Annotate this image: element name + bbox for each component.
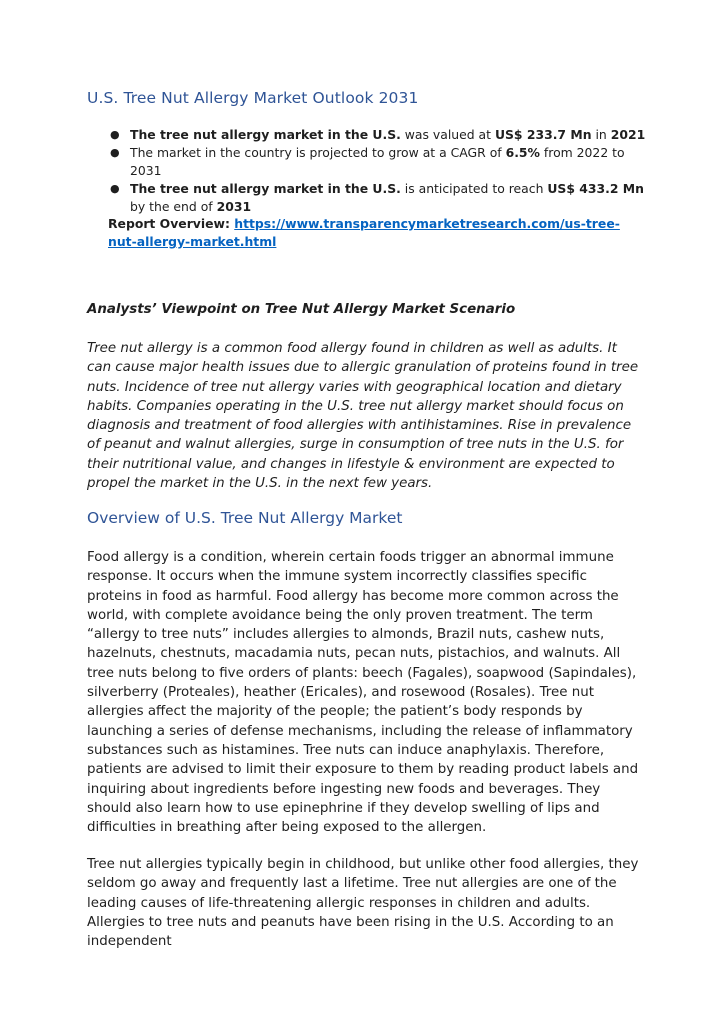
bullet-text: is anticipated to reach (400, 181, 548, 196)
bullet-icon: ● (110, 182, 120, 195)
key-facts-list (108, 126, 648, 216)
list-item (108, 180, 648, 216)
bullet-text: from 2022 to 2031 (130, 145, 625, 178)
bullet-bold-text: The tree nut allergy market in the U.S. (130, 127, 401, 142)
overview-heading: Overview of U.S. Tree Nut Allergy Market (87, 509, 403, 527)
bullet-bold-value: US$ 433.2 Mn (547, 181, 644, 196)
bullet-text: by the end of (130, 199, 217, 214)
bullet-bold-year: 2031 (216, 199, 252, 214)
overview-paragraph-2: Tree nut allergies typically begin in childhood, but unlike other food allergies, they seldom go away and frequently last a lifetime. Tree nut allergies are one of the leading causes of life-threatening allergic responses in children and adults. Allergies to tree nuts and peanuts have been rising in the U.S. According to an independent (87, 857, 639, 950)
list-item (108, 144, 648, 180)
outlook-heading: U.S. Tree Nut Allergy Market Outlook 2031 (87, 89, 419, 107)
bullet-text: in (591, 127, 611, 142)
report-overview (108, 215, 648, 251)
bullet-bold-year: 2021 (610, 127, 646, 142)
bullet-text: was valued at (400, 127, 495, 142)
bullet-icon: ● (110, 128, 120, 141)
analysts-viewpoint-heading: Analysts’ Viewpoint on Tree Nut Allergy Market Scenario (87, 302, 516, 317)
overview-paragraph-1: Food allergy is a condition, wherein certain foods trigger an abnormal immune response. It occurs when the immune system incorrectly classifies specific proteins in food as harmful. Food allergy has become more common across the world, with complete avoidance being the only proven treatment. The term “allergy to tree nuts” includes allergies to almonds, Brazil nuts, cashew nuts, hazelnuts, chestnuts, macadamia nuts, pecan nuts, pistachios, and walnuts. All tree nuts belong to five orders of plants: beech (Fagales), soapwood (Sapindales), silverberry (Proteales), heather (Ericales), and rosewood (Rosales). Tree nut allergies affect the majority of the people; the patient’s body responds by launching a series of defense mechanisms, including the release of inflammatory substances such as histamines. Tree nuts can induce anaphylaxis. Therefore, patients are advised to limit their exposure to them by reading product labels and inquiring about ingredients before ingesting new foods and beverages. They should also learn how to use epinephrine if they develop swelling of lips and difficulties in breathing after being exposed to the allergen. (87, 550, 639, 836)
report-overview-link[interactable]: https://www.transparencymarketresearch.com/us-tree-nut-allergy-market.html (108, 216, 620, 249)
list-item (108, 126, 648, 144)
bullet-bold-text: The tree nut allergy market in the U.S. (130, 181, 401, 196)
bullet-bold-value: 6.5% (505, 145, 540, 160)
analysts-viewpoint-paragraph: Tree nut allergy is a common food allergy found in children as well as adults. It can cause major health issues due to allergic granulation of proteins found in tree nuts. Incidence of tree nut allergy varies with geographical location and dietary habits. Companies operating in the U.S. tree nut allergy market should focus on diagnosis and treatment of food allergies with antihistamines. Rise in prevalence of peanut and walnut allergies, surge in consumption of tree nuts in the U.S. for their nutritional value, and changes in lifestyle & environment are expected to propel the market in the U.S. in the next few years. (87, 341, 639, 492)
bullet-text: The market in the country is projected to grow at a CAGR of (130, 145, 506, 160)
bullet-icon: ● (110, 146, 120, 159)
report-overview-label: Report Overview: (108, 216, 235, 231)
bullet-bold-value: US$ 233.7 Mn (494, 127, 592, 142)
